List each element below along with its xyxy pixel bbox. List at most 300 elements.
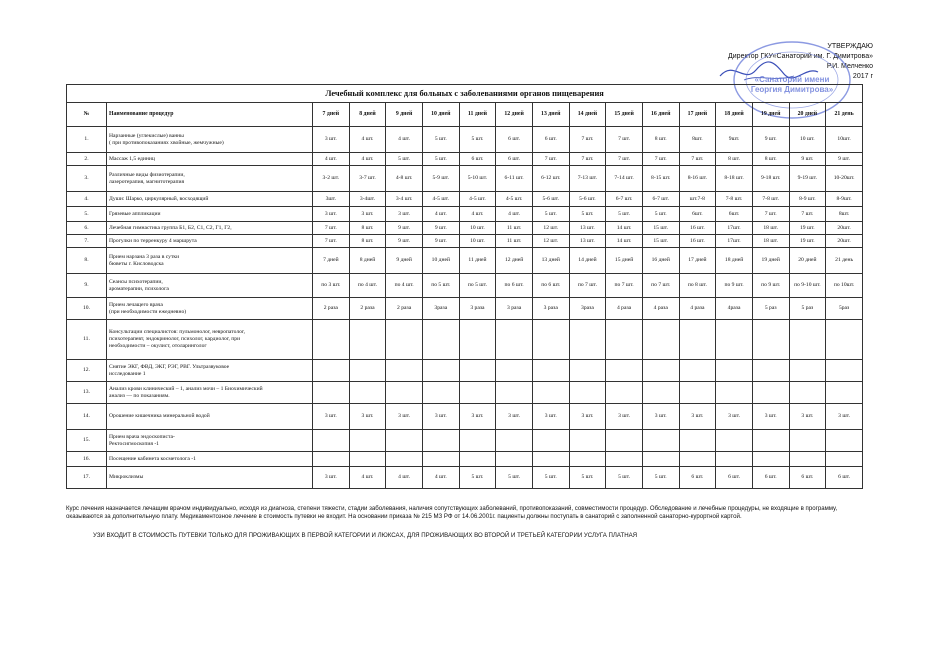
row-number: 7. — [67, 235, 107, 248]
footnote-text: Курс лечения назначается лечащим врачом индивидуально, исходя из диагноза, степени тяжести, стадии заболевания, наличия сопутствующих заболеваний, противопоказаний, совместимости процедур. Обследование и лечебные процедуры, не входящие в программу, оказываются за дополнительную плату. Медикаментозное лечение в стоимость путевки не входит. На основании приказа № 215 МЗ РФ от 14.06.2001г. пациенты должны поступать в санаторий с заполненной санаторно-курортной картой. — [66, 505, 838, 520]
procedure-count: 10шт. — [826, 127, 863, 153]
procedure-count: 4 раза — [606, 298, 643, 320]
procedure-count — [679, 430, 716, 452]
procedure-count: 3шт. — [313, 192, 350, 207]
procedure-count — [569, 360, 606, 382]
procedure-count: 5 шт. — [569, 207, 606, 222]
procedure-count: 15 дней — [606, 248, 643, 274]
uzi-note: УЗИ ВХОДИТ В СТОИМОСТЬ ПУТЕВКИ ТОЛЬКО ДЛЯ ПРОЖИВАЮЩИХ В ПЕРВОЙ КАТЕГОРИИ И ЛЮКСАХ, ДЛЯ ПРОЖИВАЮЩИХ ВО ВТОРОЙ И ТРЕТЬЕЙ КАТЕГОРИИ УСЛУГА ПЛАТНАЯ — [93, 532, 638, 539]
header-days-17: 17 дней — [679, 103, 716, 127]
procedure-count — [349, 452, 386, 467]
procedure-count: 3 шт. — [679, 404, 716, 430]
table-row — [67, 207, 863, 222]
table-row — [67, 235, 863, 248]
procedure-count: по 9-10 шт. — [789, 274, 826, 298]
procedure-count: 3-4 шт. — [386, 192, 423, 207]
procedure-count: 3 шт. — [716, 404, 753, 430]
procedure-count: 7-8 шт. — [716, 192, 753, 207]
procedure-count: 4 шт. — [422, 207, 459, 222]
svg-text:Георгия Димитрова»: Георгия Димитрова» — [750, 85, 834, 94]
procedure-count: 3 шт. — [313, 404, 350, 430]
procedure-count: 13 дней — [532, 248, 569, 274]
header-number: № — [67, 103, 107, 127]
procedure-count — [716, 320, 753, 360]
procedure-count — [349, 360, 386, 382]
procedure-count — [569, 320, 606, 360]
procedure-name: Различные виды физиотерапии, лазеротерапия, магнитотерапия — [107, 166, 313, 192]
procedure-count: 8-15 шт. — [642, 166, 679, 192]
procedure-count: 16 дней — [642, 248, 679, 274]
approval-block — [728, 42, 873, 82]
procedure-count: 14 дней — [569, 248, 606, 274]
procedure-count: 7 шт. — [532, 153, 569, 166]
procedure-count — [606, 320, 643, 360]
procedure-count: по 9 шт. — [752, 274, 789, 298]
header-days-21: 21 день — [826, 103, 863, 127]
procedure-count: 3раза — [569, 298, 606, 320]
table-row — [67, 153, 863, 166]
procedure-count: 6-7 шт. — [642, 192, 679, 207]
header-days-12: 12 дней — [496, 103, 533, 127]
procedure-count: 6 шт. — [496, 153, 533, 166]
procedure-count: 4раза — [716, 298, 753, 320]
procedure-count — [752, 382, 789, 404]
procedure-count: 6 шт. — [752, 467, 789, 489]
procedure-count: 7-13 шт. — [569, 166, 606, 192]
row-number: 8. — [67, 248, 107, 274]
procedure-count: 7 шт. — [789, 207, 826, 222]
procedure-count: 4 шт. — [349, 153, 386, 166]
procedure-name: Души: Шарко, циркулярный, восходящий — [107, 192, 313, 207]
procedure-count: 7 шт. — [642, 153, 679, 166]
procedure-count: 4-5 шт. — [459, 192, 496, 207]
procedure-count: 3раза — [422, 298, 459, 320]
procedure-count: 4 шт. — [459, 207, 496, 222]
procedure-count — [642, 430, 679, 452]
procedure-count: 8-16 шт. — [679, 166, 716, 192]
procedure-count: 3 шт. — [459, 404, 496, 430]
procedure-count: 4 шт. — [349, 127, 386, 153]
procedure-count: 9-18 шт. — [752, 166, 789, 192]
procedure-count — [642, 382, 679, 404]
procedure-count — [789, 360, 826, 382]
header-days-19: 19 дней — [752, 103, 789, 127]
procedure-count: 12 шт. — [532, 222, 569, 235]
procedure-count: 6 шт. — [532, 127, 569, 153]
procedure-name: Консультации специалистов: пульмонолог, невропатолог, психотерапевт, эндокринолог, психолог, кардиолог, при необходимости – окулист, отоларинголог — [107, 320, 313, 360]
procedure-count — [789, 430, 826, 452]
procedure-count: 5 шт. — [532, 467, 569, 489]
procedure-count: 17шт. — [716, 222, 753, 235]
procedure-count — [386, 360, 423, 382]
table-row — [67, 430, 863, 452]
table-row — [67, 404, 863, 430]
procedure-count: 21 день — [826, 248, 863, 274]
procedure-count: 3 шт. — [752, 404, 789, 430]
procedure-count: 7 шт. — [313, 235, 350, 248]
procedure-count: 15 шт. — [642, 235, 679, 248]
procedure-count — [422, 452, 459, 467]
procedure-count — [532, 452, 569, 467]
procedure-count: 19 шт. — [789, 235, 826, 248]
procedure-count: 6 шт. — [789, 467, 826, 489]
procedure-count: 3 шт. — [496, 404, 533, 430]
procedure-count: 14 шт. — [606, 235, 643, 248]
procedure-count — [642, 360, 679, 382]
procedure-count: 3 шт. — [349, 404, 386, 430]
header-days-20: 20 дней — [789, 103, 826, 127]
approval-heading: УТВЕРЖДАЮ — [827, 43, 873, 50]
procedure-count — [386, 452, 423, 467]
header-days-9: 9 дней — [386, 103, 423, 127]
procedure-name: Снятие ЭКГ, ФВД, ЭКГ, РЭГ, РВГ. Ультразвуковое исследование 1 — [107, 360, 313, 382]
procedure-count — [789, 382, 826, 404]
procedure-count: 3-4шт. — [349, 192, 386, 207]
procedure-name: Посещение кабинета косметолога -1 — [107, 452, 313, 467]
procedure-count — [752, 360, 789, 382]
procedure-count: 9 шт. — [422, 222, 459, 235]
procedure-count: 16 шт. — [679, 235, 716, 248]
procedure-count — [386, 320, 423, 360]
procedure-count: по 9 шт. — [716, 274, 753, 298]
procedure-count — [642, 452, 679, 467]
procedure-count: 3 шт. — [532, 404, 569, 430]
procedure-count: 18 шт. — [752, 222, 789, 235]
table-title: Лечебный комплекс для больных с заболеваниями органов пищеварения — [67, 85, 863, 103]
procedure-count: 7 шт. — [313, 222, 350, 235]
procedure-count: 3 шт. — [313, 467, 350, 489]
procedure-count: по 6 шт. — [496, 274, 533, 298]
procedure-count: по 10шт. — [826, 274, 863, 298]
procedure-count — [386, 382, 423, 404]
procedure-name: Лечебная гимнастика группа Б1, Б2, С1, С2, Г1, Г2, — [107, 222, 313, 235]
svg-text:«Санаторий имени: «Санаторий имени — [754, 75, 830, 84]
procedure-count: по 4 шт. — [349, 274, 386, 298]
procedure-count: по 5 шт. — [459, 274, 496, 298]
row-number: 1. — [67, 127, 107, 153]
procedure-count — [313, 382, 350, 404]
procedure-count: 9 шт. — [826, 153, 863, 166]
procedure-count — [569, 430, 606, 452]
procedure-count: 6-12 шт. — [532, 166, 569, 192]
procedure-count: 3 шт. — [569, 404, 606, 430]
header-days-18: 18 дней — [716, 103, 753, 127]
table-row — [67, 298, 863, 320]
procedure-count: 6 шт. — [496, 127, 533, 153]
procedure-count: 7 шт. — [606, 127, 643, 153]
procedure-count — [569, 382, 606, 404]
table-row — [67, 360, 863, 382]
procedure-name: Массаж 1,5 единиц — [107, 153, 313, 166]
procedure-count: 3 шт. — [606, 404, 643, 430]
procedure-count: 5 шт. — [642, 467, 679, 489]
procedure-count — [459, 452, 496, 467]
row-number: 3. — [67, 166, 107, 192]
procedure-count: 7 дней — [313, 248, 350, 274]
procedure-count — [642, 320, 679, 360]
row-number: 17. — [67, 467, 107, 489]
procedure-count: 15 шт. — [642, 222, 679, 235]
procedure-count: 4 шт. — [496, 207, 533, 222]
table-body — [67, 127, 863, 489]
procedure-count: 12 шт. — [532, 235, 569, 248]
procedure-count: 3-7 шт. — [349, 166, 386, 192]
procedure-count — [496, 382, 533, 404]
table-row — [67, 320, 863, 360]
procedure-count: 20шт. — [826, 222, 863, 235]
procedure-name: Микроклизмы — [107, 467, 313, 489]
procedure-count: 8 шт. — [752, 153, 789, 166]
procedure-count — [422, 430, 459, 452]
header-days-16: 16 дней — [642, 103, 679, 127]
procedure-count: 3-2 шт. — [313, 166, 350, 192]
procedure-count: 4 шт. — [349, 467, 386, 489]
procedure-name: Анализ крови клинический – 1, анализ мочи – 1 Биохимический анализ — по показаниям. — [107, 382, 313, 404]
procedure-count — [459, 320, 496, 360]
procedure-count: 8шт. — [826, 207, 863, 222]
procedure-count: 6-7 шт. — [606, 192, 643, 207]
procedure-count: 5 шт. — [496, 467, 533, 489]
procedure-count: 5 шт. — [422, 127, 459, 153]
procedure-count: 5 шт. — [459, 127, 496, 153]
procedure-count — [606, 430, 643, 452]
procedure-count: 4 шт. — [422, 467, 459, 489]
procedure-name: Прием нарзана 3 раза в сутки бюветы г. Кисловодска — [107, 248, 313, 274]
procedure-count: 7-14 шт. — [606, 166, 643, 192]
procedure-count: 5 шт. — [422, 153, 459, 166]
procedure-count — [313, 430, 350, 452]
procedure-count: 17шт. — [716, 235, 753, 248]
procedure-count: 19 шт. — [789, 222, 826, 235]
procedure-count: 4-5 шт. — [422, 192, 459, 207]
procedure-count: 5 шт. — [642, 207, 679, 222]
procedure-count — [826, 452, 863, 467]
procedure-count: 9 шт. — [422, 235, 459, 248]
row-number: 4. — [67, 192, 107, 207]
procedure-count: 5-6 шт. — [532, 192, 569, 207]
procedure-count: 3 шт. — [313, 127, 350, 153]
procedure-count: по 7 шт. — [569, 274, 606, 298]
procedure-name: Нарзанные (углекислые) ванны ( при противопоказаниях хвойные, жемчужные) — [107, 127, 313, 153]
row-number: 16. — [67, 452, 107, 467]
procedure-count — [532, 320, 569, 360]
procedure-count: 5 шт. — [459, 467, 496, 489]
header-procedure: Наименование процедур — [107, 103, 313, 127]
procedure-count: по 5 шт. — [422, 274, 459, 298]
procedure-count — [789, 320, 826, 360]
procedure-count — [716, 430, 753, 452]
procedure-count: 10 шт. — [789, 127, 826, 153]
procedure-count: 8-18 шт. — [716, 166, 753, 192]
procedure-count: 10 шт. — [459, 235, 496, 248]
procedure-name: Сеансы психотерапии, ароматерапии, психолога — [107, 274, 313, 298]
procedure-count: 5 шт. — [532, 207, 569, 222]
row-number: 15. — [67, 430, 107, 452]
row-number: 11. — [67, 320, 107, 360]
table-row — [67, 192, 863, 207]
procedure-count — [679, 320, 716, 360]
procedure-count: 8 дней — [349, 248, 386, 274]
procedure-count: 3 шт. — [313, 207, 350, 222]
procedure-count — [826, 320, 863, 360]
procedure-count: по 7 шт. — [606, 274, 643, 298]
procedure-count: 5 раз — [789, 298, 826, 320]
procedure-count: 18 дней — [716, 248, 753, 274]
table-row — [67, 127, 863, 153]
procedure-count: 7 шт. — [569, 153, 606, 166]
procedure-count — [496, 452, 533, 467]
procedure-count: 4-8 шт. — [386, 166, 423, 192]
procedure-count: 9 шт. — [386, 222, 423, 235]
row-number: 5. — [67, 207, 107, 222]
procedure-count: по 7 шт. — [642, 274, 679, 298]
procedure-name: Орошение кишечника минеральной водой — [107, 404, 313, 430]
table-row — [67, 467, 863, 489]
procedure-count: 11 дней — [459, 248, 496, 274]
procedure-count: 4 шт. — [386, 467, 423, 489]
procedure-count — [349, 382, 386, 404]
row-number: 2. — [67, 153, 107, 166]
procedure-count: 9 шт. — [752, 127, 789, 153]
procedure-count: 7 шт. — [752, 207, 789, 222]
header-days-10: 10 дней — [422, 103, 459, 127]
procedure-count — [752, 452, 789, 467]
procedure-count: 8-9шт. — [826, 192, 863, 207]
procedure-count: 3 шт. — [642, 404, 679, 430]
procedure-count — [826, 360, 863, 382]
procedure-count — [606, 452, 643, 467]
row-number: 12. — [67, 360, 107, 382]
procedure-count: 9 шт. — [789, 153, 826, 166]
procedure-count: 5 раз — [752, 298, 789, 320]
row-number: 13. — [67, 382, 107, 404]
procedure-count: 19 дней — [752, 248, 789, 274]
procedure-count — [349, 320, 386, 360]
procedure-count: 6-11 шт. — [496, 166, 533, 192]
header-days-11: 11 дней — [459, 103, 496, 127]
procedure-count: 18 шт. — [752, 235, 789, 248]
approval-director: Директор ГКУ«Санаторий им. Г. Димитрова» — [728, 53, 873, 60]
procedure-count — [422, 320, 459, 360]
procedure-count — [679, 360, 716, 382]
procedure-name: Грязевые аппликации — [107, 207, 313, 222]
header-days-13: 13 дней — [532, 103, 569, 127]
procedure-count: 5-9 шт. — [422, 166, 459, 192]
procedure-count — [826, 430, 863, 452]
procedure-count — [679, 452, 716, 467]
header-days-7: 7 дней — [313, 103, 350, 127]
procedure-count: 3 шт. — [826, 404, 863, 430]
procedure-count: по 8 шт. — [679, 274, 716, 298]
procedure-count: 10-20шт. — [826, 166, 863, 192]
procedure-count: 4 шт. — [386, 127, 423, 153]
approval-name: Р.И. Мелченко — [826, 63, 873, 70]
procedure-count — [569, 452, 606, 467]
procedure-count: 4 шт. — [313, 153, 350, 166]
procedure-count: 16 шт. — [679, 222, 716, 235]
procedure-count — [459, 360, 496, 382]
procedure-count: 6 шт. — [716, 467, 753, 489]
procedure-count — [532, 360, 569, 382]
procedure-count: 3 раза — [532, 298, 569, 320]
table-row — [67, 382, 863, 404]
procedure-count: 3 шт. — [386, 207, 423, 222]
procedure-count: 8 шт. — [642, 127, 679, 153]
procedure-count: 3 раза — [496, 298, 533, 320]
procedure-count: 20 дней — [789, 248, 826, 274]
procedure-count: 3 шт. — [349, 207, 386, 222]
procedure-count: 6шт. — [679, 207, 716, 222]
procedure-count — [716, 452, 753, 467]
procedure-count — [532, 430, 569, 452]
procedure-count: 6шт. — [716, 207, 753, 222]
procedure-count: по 6 шт. — [532, 274, 569, 298]
procedure-count: 9-19 шт. — [789, 166, 826, 192]
procedure-count: 9 дней — [386, 248, 423, 274]
procedure-count: 5 шт. — [386, 153, 423, 166]
procedure-count: 7 шт. — [679, 153, 716, 166]
table-row — [67, 166, 863, 192]
procedure-count — [752, 430, 789, 452]
row-number: 6. — [67, 222, 107, 235]
procedure-count: 14 шт. — [606, 222, 643, 235]
procedure-count: 6 шт. — [826, 467, 863, 489]
procedure-count — [349, 430, 386, 452]
procedure-count — [386, 430, 423, 452]
procedure-count: 9 шт. — [386, 235, 423, 248]
procedure-count: 5раз — [826, 298, 863, 320]
procedure-count: 11 шт. — [496, 222, 533, 235]
procedure-count: 3 шт. — [386, 404, 423, 430]
procedure-count: по 4 шт. — [386, 274, 423, 298]
procedure-count — [532, 382, 569, 404]
procedure-count: 9шт. — [716, 127, 753, 153]
procedure-count: 8 шт. — [349, 235, 386, 248]
table-row — [67, 222, 863, 235]
procedure-count — [679, 382, 716, 404]
procedure-count — [716, 382, 753, 404]
procedure-count — [313, 360, 350, 382]
procedure-count: 8 шт. — [716, 153, 753, 166]
procedure-name: Прогулки по терренкуру 4 маршрута — [107, 235, 313, 248]
procedure-count: 10 шт. — [459, 222, 496, 235]
procedure-count: 13 шт. — [569, 222, 606, 235]
procedure-count — [606, 382, 643, 404]
procedure-count — [459, 430, 496, 452]
row-number: 9. — [67, 274, 107, 298]
procedure-count — [752, 320, 789, 360]
procedure-count: 12 дней — [496, 248, 533, 274]
header-days-8: 8 дней — [349, 103, 386, 127]
procedure-count: 7 шт. — [606, 153, 643, 166]
procedure-count — [422, 382, 459, 404]
procedure-count: 3 шт. — [789, 404, 826, 430]
procedure-count: 2 раза — [313, 298, 350, 320]
procedure-count: 20шт. — [826, 235, 863, 248]
procedure-count — [459, 382, 496, 404]
procedure-count: 2 раза — [349, 298, 386, 320]
procedure-count: 3 раза — [459, 298, 496, 320]
procedure-count: 10 дней — [422, 248, 459, 274]
row-number: 14. — [67, 404, 107, 430]
procedure-count: 5 шт. — [606, 467, 643, 489]
procedure-count: 11 шт. — [496, 235, 533, 248]
procedure-count — [422, 360, 459, 382]
procedure-count: 5 шт. — [569, 467, 606, 489]
procedure-count — [496, 320, 533, 360]
row-number: 10. — [67, 298, 107, 320]
procedure-name: Прием лечащего врача (при необходимости ежедневно) — [107, 298, 313, 320]
